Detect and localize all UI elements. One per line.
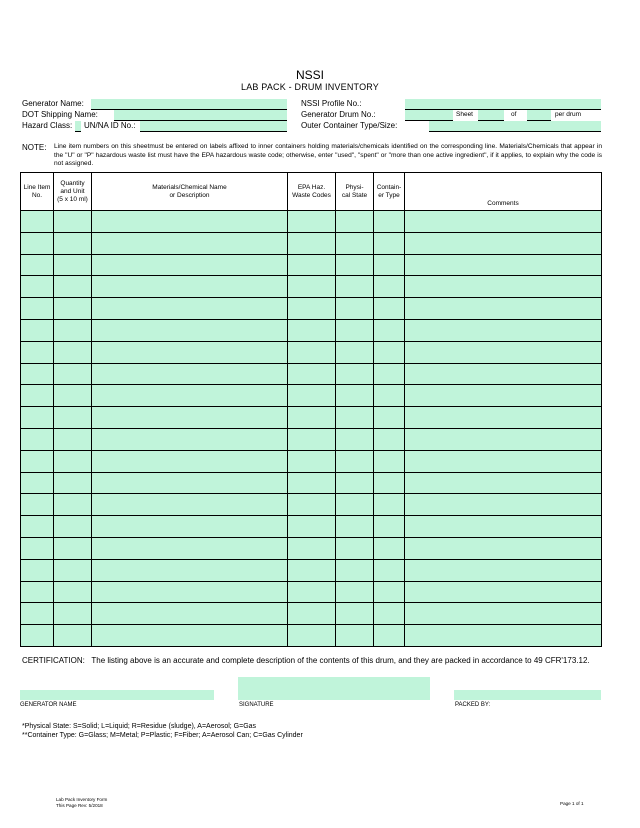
material-name-cell[interactable] xyxy=(92,254,288,276)
comments-cell[interactable] xyxy=(405,254,602,276)
quantity-cell[interactable] xyxy=(54,603,92,625)
comments-cell[interactable] xyxy=(405,385,602,407)
col-quantity: Quantity and Unit (5 x 10 ml) xyxy=(54,173,92,211)
signature-field[interactable] xyxy=(238,677,430,700)
line-item-cell[interactable] xyxy=(21,450,54,472)
col-epa-codes: EPA Haz. Waste Codes xyxy=(288,173,336,211)
table-row xyxy=(21,298,602,320)
dot-shipping-name-label: DOT Shipping Name: xyxy=(22,110,98,119)
physical-state-cell[interactable] xyxy=(336,211,374,233)
generator-drum-label: Generator Drum No.: xyxy=(301,110,376,119)
quantity-cell[interactable] xyxy=(54,385,92,407)
comments-cell[interactable] xyxy=(405,603,602,625)
col-line-item: Line Item No. xyxy=(21,173,54,211)
container-type-legend: **Container Type: G=Glass; M=Metal; P=Plastic; F=Fiber; A=Aerosol Can; C=Gas Cylinder xyxy=(22,732,303,739)
container-type-cell[interactable] xyxy=(374,581,405,603)
quantity-cell[interactable] xyxy=(54,516,92,538)
material-name-cell[interactable] xyxy=(92,363,288,385)
material-name-cell[interactable] xyxy=(92,625,288,647)
container-type-cell[interactable] xyxy=(374,428,405,450)
packed-by-label: PACKED BY: xyxy=(455,702,491,708)
line-item-cell[interactable] xyxy=(21,254,54,276)
table-header-row xyxy=(21,173,602,211)
epa-codes-cell[interactable] xyxy=(288,298,336,320)
outer-container-field[interactable] xyxy=(429,121,601,132)
container-type-cell[interactable] xyxy=(374,407,405,429)
comments-cell[interactable] xyxy=(405,211,602,233)
quantity-cell[interactable] xyxy=(54,211,92,233)
line-item-cell[interactable] xyxy=(21,298,54,320)
table-row xyxy=(21,319,602,341)
nssi-profile-field[interactable] xyxy=(405,99,601,110)
col-comments: Comments xyxy=(405,173,602,211)
container-type-cell[interactable] xyxy=(374,559,405,581)
container-type-cell[interactable] xyxy=(374,537,405,559)
quantity-cell[interactable] xyxy=(54,472,92,494)
physical-state-cell[interactable] xyxy=(336,537,374,559)
material-name-cell[interactable] xyxy=(92,298,288,320)
outer-container-label: Outer Container Type/Size: xyxy=(301,121,398,130)
table-row xyxy=(21,537,602,559)
quantity-cell[interactable] xyxy=(54,537,92,559)
sheet-label: Sheet xyxy=(456,111,473,118)
container-type-cell[interactable] xyxy=(374,494,405,516)
physical-state-cell[interactable] xyxy=(336,341,374,363)
table-row xyxy=(21,211,602,233)
nssi-profile-label: NSSI Profile No.: xyxy=(301,99,362,108)
quantity-cell[interactable] xyxy=(54,450,92,472)
table-row xyxy=(21,232,602,254)
generator-name-signature-field[interactable] xyxy=(20,690,214,700)
generator-name-signature-label: GENERATOR NAME xyxy=(20,702,77,708)
comments-cell[interactable] xyxy=(405,407,602,429)
quantity-cell[interactable] xyxy=(54,232,92,254)
epa-codes-cell[interactable] xyxy=(288,232,336,254)
container-type-cell[interactable] xyxy=(374,232,405,254)
table-row xyxy=(21,276,602,298)
physical-state-cell[interactable] xyxy=(336,494,374,516)
container-type-cell[interactable] xyxy=(374,450,405,472)
material-name-cell[interactable] xyxy=(92,407,288,429)
epa-codes-cell[interactable] xyxy=(288,276,336,298)
container-type-cell[interactable] xyxy=(374,319,405,341)
physical-state-cell[interactable] xyxy=(336,407,374,429)
line-item-cell[interactable] xyxy=(21,407,54,429)
physical-state-cell[interactable] xyxy=(336,472,374,494)
signature-label: SIGNATURE xyxy=(239,702,274,708)
line-item-cell[interactable] xyxy=(21,581,54,603)
quantity-cell[interactable] xyxy=(54,341,92,363)
table-row xyxy=(21,254,602,276)
comments-cell[interactable] xyxy=(405,232,602,254)
quantity-cell[interactable] xyxy=(54,625,92,647)
comments-cell[interactable] xyxy=(405,428,602,450)
physical-state-cell[interactable] xyxy=(336,363,374,385)
line-item-cell[interactable] xyxy=(21,319,54,341)
physical-state-cell[interactable] xyxy=(336,319,374,341)
material-name-cell[interactable] xyxy=(92,516,288,538)
table-row xyxy=(21,341,602,363)
quantity-cell[interactable] xyxy=(54,428,92,450)
epa-codes-cell[interactable] xyxy=(288,428,336,450)
quantity-cell[interactable] xyxy=(54,363,92,385)
table-row xyxy=(21,494,602,516)
physical-state-cell[interactable] xyxy=(336,559,374,581)
container-type-cell[interactable] xyxy=(374,211,405,233)
col-container-type: Contain- er Type xyxy=(374,173,405,211)
table-row xyxy=(21,559,602,581)
table-row xyxy=(21,603,602,625)
of-label: of xyxy=(511,111,517,118)
material-name-cell[interactable] xyxy=(92,232,288,254)
physical-state-legend: *Physical State: S=Solid; L=Liquid; R=Residue (sludge), A=Aerosol; G=Gas xyxy=(22,723,257,730)
line-item-cell[interactable] xyxy=(21,428,54,450)
table-row xyxy=(21,407,602,429)
org-title: NSSI xyxy=(295,68,324,82)
certification-text: The listing above is an accurate and complete description of the contents of this drum, and they are packed in accordance to 49 CFR'173.12. xyxy=(91,656,590,665)
container-type-cell[interactable] xyxy=(374,516,405,538)
inventory-rows xyxy=(21,211,602,647)
physical-state-cell[interactable] xyxy=(336,254,374,276)
generator-drum-field[interactable] xyxy=(405,110,453,121)
physical-state-cell[interactable] xyxy=(336,516,374,538)
table-row xyxy=(21,428,602,450)
physical-state-cell[interactable] xyxy=(336,232,374,254)
footer-form-name: Lab Pack Inventory Form xyxy=(56,797,108,802)
comments-cell[interactable] xyxy=(405,319,602,341)
epa-codes-cell[interactable] xyxy=(288,319,336,341)
material-name-cell[interactable] xyxy=(92,450,288,472)
hazard-class-field[interactable] xyxy=(75,121,81,132)
physical-state-cell[interactable] xyxy=(336,625,374,647)
material-name-cell[interactable] xyxy=(92,472,288,494)
container-type-cell[interactable] xyxy=(374,341,405,363)
material-name-cell[interactable] xyxy=(92,559,288,581)
physical-state-cell[interactable] xyxy=(336,603,374,625)
generator-name-field[interactable] xyxy=(91,99,287,110)
sheet-number-field[interactable] xyxy=(478,110,504,121)
table-row xyxy=(21,581,602,603)
epa-codes-cell[interactable] xyxy=(288,559,336,581)
col-material-name: Materials/Chemical Name or Description xyxy=(92,173,288,211)
material-name-cell[interactable] xyxy=(92,494,288,516)
container-type-cell[interactable] xyxy=(374,472,405,494)
line-item-cell[interactable] xyxy=(21,559,54,581)
table-row xyxy=(21,472,602,494)
packed-by-field[interactable] xyxy=(454,690,601,700)
line-item-cell[interactable] xyxy=(21,516,54,538)
per-drum-label: per drum xyxy=(555,111,582,118)
comments-cell[interactable] xyxy=(405,516,602,538)
note-text: Line item numbers on this sheetmust be entered on labels affixed to inner containers holding materials/chemicals identified on the corresponding line. Materials/Chemicals that appear in the "U" or "P" hazardous waste list must have the EPA hazardous waste code; otherwise, enter "used", "spent" or "more than one active ingredient", if it applies, to explain why the code is not assigned. xyxy=(54,143,602,168)
container-type-cell[interactable] xyxy=(374,603,405,625)
comments-cell[interactable] xyxy=(405,298,602,320)
line-item-cell[interactable] xyxy=(21,341,54,363)
table-row xyxy=(21,363,602,385)
physical-state-cell[interactable] xyxy=(336,385,374,407)
comments-cell[interactable] xyxy=(405,341,602,363)
un-na-id-label: UN/NA ID No.: xyxy=(84,121,136,130)
epa-codes-cell[interactable] xyxy=(288,254,336,276)
certification-label: CERTIFICATION: xyxy=(22,656,85,665)
material-name-cell[interactable] xyxy=(92,211,288,233)
material-name-cell[interactable] xyxy=(92,537,288,559)
epa-codes-cell[interactable] xyxy=(288,472,336,494)
material-name-cell[interactable] xyxy=(92,319,288,341)
epa-codes-cell[interactable] xyxy=(288,363,336,385)
material-name-cell[interactable] xyxy=(92,581,288,603)
material-name-cell[interactable] xyxy=(92,276,288,298)
epa-codes-cell[interactable] xyxy=(288,494,336,516)
epa-codes-cell[interactable] xyxy=(288,407,336,429)
table-row xyxy=(21,385,602,407)
form-title: LAB PACK - DRUM INVENTORY xyxy=(240,82,380,92)
line-item-cell[interactable] xyxy=(21,363,54,385)
un-na-id-field[interactable] xyxy=(140,121,287,132)
line-item-cell[interactable] xyxy=(21,494,54,516)
footer-revision: This Page Rev: 5/2018 xyxy=(56,803,103,808)
line-item-cell[interactable] xyxy=(21,537,54,559)
hazard-class-label: Hazard Class: xyxy=(22,121,73,130)
comments-cell[interactable] xyxy=(405,559,602,581)
table-row xyxy=(21,516,602,538)
line-item-cell[interactable] xyxy=(21,625,54,647)
line-item-cell[interactable] xyxy=(21,232,54,254)
epa-codes-cell[interactable] xyxy=(288,385,336,407)
epa-codes-cell[interactable] xyxy=(288,341,336,363)
col-physical-state: Physi- cal State xyxy=(336,173,374,211)
quantity-cell[interactable] xyxy=(54,581,92,603)
line-item-cell[interactable] xyxy=(21,276,54,298)
quantity-cell[interactable] xyxy=(54,319,92,341)
epa-codes-cell[interactable] xyxy=(288,603,336,625)
epa-codes-cell[interactable] xyxy=(288,625,336,647)
material-name-cell[interactable] xyxy=(92,603,288,625)
certification xyxy=(22,656,590,665)
line-item-cell[interactable] xyxy=(21,472,54,494)
container-type-cell[interactable] xyxy=(374,298,405,320)
epa-codes-cell[interactable] xyxy=(288,516,336,538)
dot-shipping-name-field[interactable] xyxy=(114,110,287,121)
table-row xyxy=(21,450,602,472)
line-item-cell[interactable] xyxy=(21,603,54,625)
comments-cell[interactable] xyxy=(405,581,602,603)
physical-state-cell[interactable] xyxy=(336,581,374,603)
sheet-total-field[interactable] xyxy=(527,110,551,121)
inventory-table xyxy=(20,172,602,647)
epa-codes-cell[interactable] xyxy=(288,581,336,603)
epa-codes-cell[interactable] xyxy=(288,450,336,472)
physical-state-cell[interactable] xyxy=(336,298,374,320)
line-item-cell[interactable] xyxy=(21,385,54,407)
quantity-cell[interactable] xyxy=(54,298,92,320)
comments-cell[interactable] xyxy=(405,494,602,516)
container-type-cell[interactable] xyxy=(374,363,405,385)
generator-name-label: Generator Name: xyxy=(22,99,84,108)
quantity-cell[interactable] xyxy=(54,494,92,516)
epa-codes-cell[interactable] xyxy=(288,537,336,559)
container-type-cell[interactable] xyxy=(374,625,405,647)
footer-form-info xyxy=(56,797,107,809)
comments-cell[interactable] xyxy=(405,276,602,298)
material-name-cell[interactable] xyxy=(92,428,288,450)
physical-state-cell[interactable] xyxy=(336,276,374,298)
comments-cell[interactable] xyxy=(405,472,602,494)
note-label: NOTE: xyxy=(22,143,47,152)
footer-page-number: Page 1 of 1 xyxy=(560,801,584,806)
comments-cell[interactable] xyxy=(405,537,602,559)
material-name-cell[interactable] xyxy=(92,385,288,407)
quantity-cell[interactable] xyxy=(54,276,92,298)
line-item-cell[interactable] xyxy=(21,211,54,233)
quantity-cell[interactable] xyxy=(54,407,92,429)
physical-state-cell[interactable] xyxy=(336,428,374,450)
quantity-cell[interactable] xyxy=(54,254,92,276)
epa-codes-cell[interactable] xyxy=(288,211,336,233)
physical-state-cell[interactable] xyxy=(336,450,374,472)
container-type-cell[interactable] xyxy=(374,385,405,407)
comments-cell[interactable] xyxy=(405,363,602,385)
container-type-cell[interactable] xyxy=(374,276,405,298)
comments-cell[interactable] xyxy=(405,625,602,647)
table-row xyxy=(21,625,602,647)
comments-cell[interactable] xyxy=(405,450,602,472)
container-type-cell[interactable] xyxy=(374,254,405,276)
quantity-cell[interactable] xyxy=(54,559,92,581)
material-name-cell[interactable] xyxy=(92,341,288,363)
